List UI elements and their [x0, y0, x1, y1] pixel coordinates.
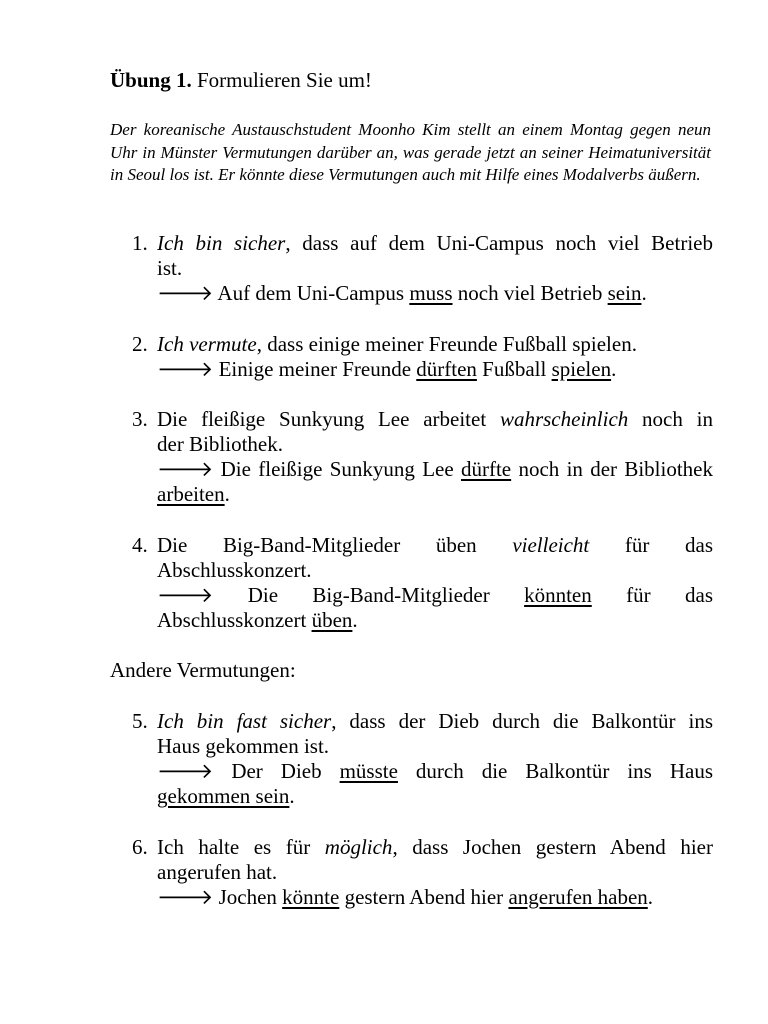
item-answer-cont: gekommen sein.	[157, 784, 295, 808]
item-sentence: Ich bin fast sicher, dass der Dieb durch die Balkontür ins	[157, 709, 713, 733]
item-sentence-cont: der Bibliothek.	[157, 432, 283, 456]
item-sentence-cont: ist.	[157, 256, 183, 280]
item-answer: 🡒 Auf dem Uni-Campus muss noch viel Betrieb sein.	[157, 281, 647, 305]
arrow-icon: 🡒	[157, 457, 214, 481]
item-answer-cont: arbeiten.	[157, 482, 230, 506]
exercise-item-5	[132, 709, 713, 809]
item-sentence: Ich vermute, dass einige meiner Freunde Fußball spielen.	[157, 332, 637, 356]
arrow-icon: 🡒	[157, 759, 214, 783]
item-answer: 🡒 Einige meiner Freunde dürften Fußball spielen.	[157, 357, 617, 381]
intro-paragraph: Der koreanische Austauschstudent Moonho Kim stellt an einem Montag gegen neun Uhr in Münster Vermutungen darüber an, was gerade jetzt an seiner Heimatuniversität in Seoul los ist. Er könnte diese Vermutungen auch mit Hilfe eines Modalverbs äußern.	[110, 120, 711, 184]
section-heading: Andere Vermutungen:	[110, 658, 296, 682]
item-number: 5.	[132, 709, 148, 733]
item-number: 1.	[132, 231, 148, 255]
item-answer: 🡒 Der Dieb müsste durch die Balkontür ins Haus	[157, 759, 713, 783]
item-number: 4.	[132, 533, 148, 557]
exercise-item-3	[132, 407, 714, 507]
arrow-icon: 🡒	[157, 583, 214, 607]
item-answer: 🡒 Die fleißige Sunkyung Lee dürfte noch in der Bibliothek	[157, 457, 714, 481]
item-answer: 🡒 Jochen könnte gestern Abend hier angerufen haben.	[157, 885, 654, 909]
exercise-number: Übung 1.	[110, 68, 192, 92]
item-sentence-cont: angerufen hat.	[157, 860, 278, 884]
item-answer: 🡒 Die Big-Band-Mitglieder könnten für das	[157, 583, 713, 607]
item-number: 3.	[132, 407, 148, 431]
exercise-title	[110, 68, 372, 93]
exercise-item-1	[132, 231, 713, 306]
exercise-item-4	[132, 533, 713, 633]
item-sentence-cont: Haus gekommen ist.	[157, 734, 330, 758]
exercise-item-6	[132, 835, 713, 910]
arrow-icon: 🡒	[157, 281, 214, 305]
item-number: 2.	[132, 332, 148, 356]
item-number: 6.	[132, 835, 148, 859]
item-sentence: Ich halte es für möglich, dass Jochen gestern Abend hier	[157, 835, 713, 859]
exercise-item-2	[132, 332, 713, 382]
item-sentence: Die Big-Band-Mitglieder üben vielleicht für das	[157, 533, 713, 557]
item-answer-cont: Abschlusskonzert üben.	[157, 608, 358, 632]
arrow-icon: 🡒	[157, 885, 214, 909]
item-sentence-cont: Abschlusskonzert.	[157, 558, 312, 582]
item-sentence: Ich bin sicher, dass auf dem Uni-Campus noch viel Betrieb	[157, 231, 713, 255]
arrow-icon: 🡒	[157, 357, 214, 381]
item-sentence: Die fleißige Sunkyung Lee arbeitet wahrscheinlich noch in	[157, 407, 713, 431]
exercise-instruction: Formulieren Sie um!	[191, 68, 372, 92]
